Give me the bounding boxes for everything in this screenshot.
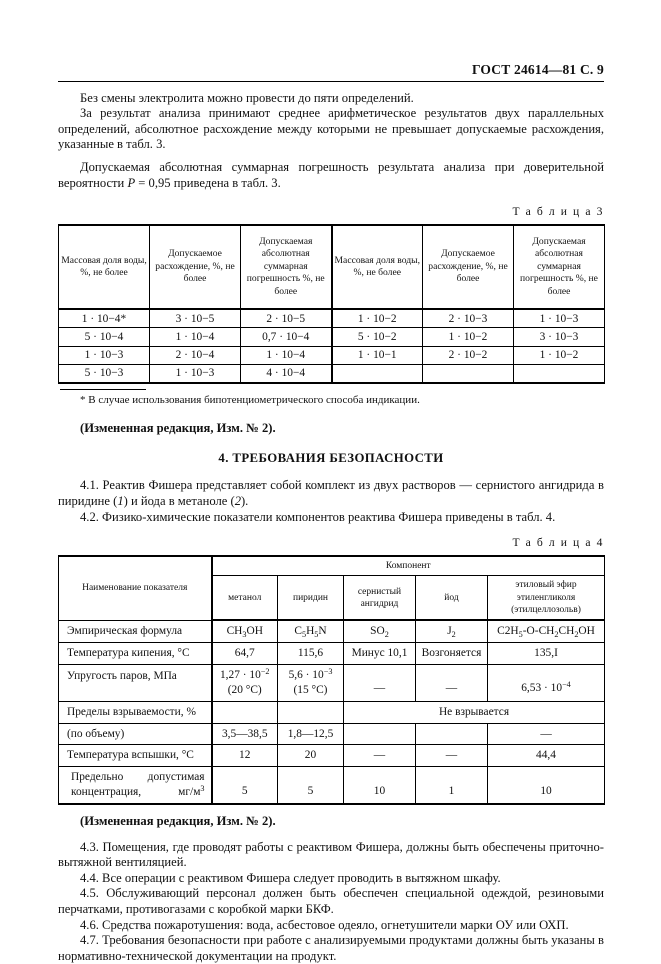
table-3-permissible-error	[58, 224, 605, 384]
section-4-title: 4. ТРЕБОВАНИЯ БЕЗОПАСНОСТИ	[218, 451, 444, 466]
table3-cell: 2 · 10−3	[423, 309, 514, 328]
table-row	[59, 745, 605, 767]
table3-cell: 2 · 10−2	[423, 346, 514, 364]
paragraph-4-3: 4.3. Помещения, где проводят работы с реактивом Фишера, должны быть обеспечены приточно-вытяжной вентиляцией.	[58, 839, 604, 870]
table4-caption: Т а б л и ц а 4	[512, 536, 604, 550]
table3-cell: 1 · 10−2	[423, 328, 514, 346]
table3-header-cell: Массовая доля воды, %, не более	[59, 225, 150, 309]
table4-group-header-row	[59, 556, 605, 576]
table3-header-row	[59, 225, 605, 309]
table3-cell: 2 · 10−5	[241, 309, 332, 328]
section-4-paragraphs	[58, 478, 604, 525]
intro-paragraph-error	[58, 160, 604, 191]
probability-symbol: P	[127, 175, 136, 190]
table3-cell: 1 · 10−4	[241, 346, 332, 364]
safety-clause-paragraphs	[58, 840, 604, 964]
table3-cell: 1 · 10−4*	[59, 309, 150, 328]
table4-cell: $6,53 \cdot 10^{-4}$	[488, 665, 605, 702]
paragraph-4-5: 4.5. Обслуживающий персонал должен быть обеспечен специальной одеждой, резиновыми перчатками, противогазами с коробкой марки БКФ.	[58, 886, 604, 916]
paragraph-4-6: 4.6. Средства пожаротушения: вода, асбестовое одеяло, огнетушители марки ОУ или ОХП.	[80, 917, 569, 932]
revision-note-1: (Измененная редакция, Изм. № 2).	[80, 420, 276, 435]
table4-cell	[278, 701, 344, 723]
table4-component-header: пиридин	[278, 576, 344, 621]
table3-cell: 1 · 10−1	[332, 346, 423, 364]
table3-header-cell: Допускаемая абсолютная суммарная погрешность %, не более	[241, 225, 332, 309]
table3-caption: Т а б л и ц а 3	[512, 205, 604, 219]
table3-cell	[332, 364, 423, 383]
table3-cell: 1 · 10−2	[514, 346, 605, 364]
table3-footnote: * В случае использования бипотенциометрического способа индикации.	[80, 393, 420, 406]
page-header-standard-number: ГОСТ 24614—81 С. 9	[58, 62, 604, 82]
table4-component-header: метанол	[212, 576, 278, 621]
table3-cell	[514, 364, 605, 383]
table4-cell: $C_5H_5N$	[278, 620, 344, 642]
table3-header-cell: Допускаемое расхождение, %, не более	[423, 225, 514, 309]
table4-cell: 1	[416, 767, 488, 804]
paragraph-4-1	[58, 478, 604, 509]
table4-cell: 12	[212, 745, 278, 767]
table-row	[59, 767, 605, 804]
table-row	[59, 643, 605, 665]
table4-row-label: Температура кипения, °С	[59, 643, 212, 665]
table3-cell: 5 · 10−4	[59, 328, 150, 346]
table4-row-label: Температура вспышки, °С	[59, 745, 212, 767]
table-row	[59, 665, 605, 702]
table4-cell	[212, 701, 278, 723]
table4-cell: Возгоняется	[416, 643, 488, 665]
paragraph-4-2: 4.2. Физико-химические показатели компонентов реактива Фишера приведены в табл. 4.	[80, 509, 556, 524]
table-4-component-properties	[58, 555, 605, 805]
table4-cell: Минус 10,1	[344, 643, 416, 665]
table-row	[59, 723, 605, 745]
table4-row-label: Предельно допустимая концентрация, $мг/м^3$	[59, 767, 212, 804]
intro-paragraphs	[58, 91, 604, 153]
revision-note-2: (Измененная редакция, Изм. № 2).	[80, 813, 276, 828]
table4-component-header: йод	[416, 576, 488, 621]
solution-ref-2: 2	[234, 493, 241, 508]
table3-cell: 4 · 10−4	[241, 364, 332, 383]
table3-cell: 1 · 10−3	[514, 309, 605, 328]
table4-cell: —	[488, 723, 605, 745]
table4-component-header: этиловый эфир этиленгликоля (этилцеллозольв)	[488, 576, 605, 621]
table4-cell: —	[344, 745, 416, 767]
table4-cell: —	[416, 665, 488, 702]
table4-cell: 5	[278, 767, 344, 804]
table4-cell: $5,6 \cdot 10^{-3}$ (15 °С)	[278, 665, 344, 702]
table3-cell: 0,7 · 10−4	[241, 328, 332, 346]
table-row	[59, 620, 605, 642]
table4-row-label: (по объему)	[59, 723, 212, 745]
solution-ref-1: 1	[117, 493, 124, 508]
paragraph-total-error-part2: = 0,95 приведена в табл. 3.	[135, 175, 281, 190]
table-row	[59, 701, 605, 723]
table4-cell: 1,8—12,5	[278, 723, 344, 745]
table4-cell: $J_2$	[416, 620, 488, 642]
paragraph-total-error-part1: Допускаемая абсолютная суммарная погрешность результата анализа при доверительной вероятности	[58, 159, 604, 190]
table4-indicator-header: Наименование показателя	[59, 556, 212, 620]
table4-cell: 115,6	[278, 643, 344, 665]
paragraph-electrolyte: Без смены электролита можно провести до пяти определений.	[80, 90, 414, 105]
paragraph-4-1-part1: 4.1. Реактив Фишера представляет собой комплект из двух растворов — сернистого ангидрида в пиридине (	[58, 478, 604, 508]
table4-component-group-header: Компонент	[212, 556, 605, 576]
table4-component-header: сернистый ангидрид	[344, 576, 416, 621]
table4-row-label: Пределы взрываемости, %	[59, 701, 212, 723]
table3-cell: 5 · 10−3	[59, 364, 150, 383]
table3-cell: 5 · 10−2	[332, 328, 423, 346]
table3-cell: 1 · 10−3	[59, 346, 150, 364]
paragraph-4-4: 4.4. Все операции с реактивом Фишера следует проводить в вытяжном шкафу.	[80, 870, 501, 885]
table4-row-label: Эмпирическая формула	[59, 620, 212, 642]
page-content-column	[58, 0, 604, 964]
footnote-separator-rule	[60, 389, 146, 390]
table4-body	[59, 620, 605, 803]
paragraph-4-1-part2: ) и йода в метаноле (	[123, 493, 235, 508]
table-row	[59, 328, 605, 346]
table3-cell: 3 · 10−3	[514, 328, 605, 346]
table3-header-cell: Допускаемое расхождение, %, не более	[150, 225, 241, 309]
table3-cell	[423, 364, 514, 383]
table3-cell: 2 · 10−4	[150, 346, 241, 364]
table-row	[59, 346, 605, 364]
paragraph-total-error	[58, 160, 604, 191]
table4-cell: —	[416, 745, 488, 767]
table4-cell: $1,27 \cdot 10^{-2}$ (20 °С)	[212, 665, 278, 702]
table4-cell-not-explosive: Не взрывается	[344, 701, 605, 723]
table4-cell	[416, 723, 488, 745]
table3-header-cell: Допускаемая абсолютная суммарная погрешность %, не более	[514, 225, 605, 309]
table3-body	[59, 309, 605, 383]
table4-cell: 10	[344, 767, 416, 804]
table4-cell: 135,I	[488, 643, 605, 665]
table3-cell: 1 · 10−3	[150, 364, 241, 383]
table3-cell: 3 · 10−5	[150, 309, 241, 328]
table3-cell: 1 · 10−2	[332, 309, 423, 328]
table4-cell	[344, 723, 416, 745]
paragraph-analysis-result: За результат анализа принимают среднее арифметическое результатов двух параллельных определений, абсолютное расхождение между которыми не превышает допускаемые расхождения, указанные в табл. 3.	[58, 106, 604, 152]
table3-header-cell: Массовая доля воды, %, не более	[332, 225, 423, 309]
table4-cell: 64,7	[212, 643, 278, 665]
table4-cell: —	[344, 665, 416, 702]
table4-row-label: Упругость паров, МПа	[59, 665, 212, 702]
paragraph-4-7: 4.7. Требования безопасности при работе с анализируемыми продуктами должны быть указаны в нормативно-технической документации на продукт.	[58, 933, 604, 963]
table4-cell: $CH_3OH$	[212, 620, 278, 642]
paragraph-4-1-part3: ).	[240, 493, 249, 508]
table4-cell: 20	[278, 745, 344, 767]
table3-cell: 1 · 10−4	[150, 328, 241, 346]
table4-cell: 44,4	[488, 745, 605, 767]
table4-cell: $C2H_5-O-CH_2CH_2OH$	[488, 620, 605, 642]
table4-cell: 3,5—38,5	[212, 723, 278, 745]
table4-cell: 10	[488, 767, 605, 804]
table-row	[59, 364, 605, 383]
table-row	[59, 309, 605, 328]
table4-cell: 5	[212, 767, 278, 804]
table4-cell: $SO_2$	[344, 620, 416, 642]
